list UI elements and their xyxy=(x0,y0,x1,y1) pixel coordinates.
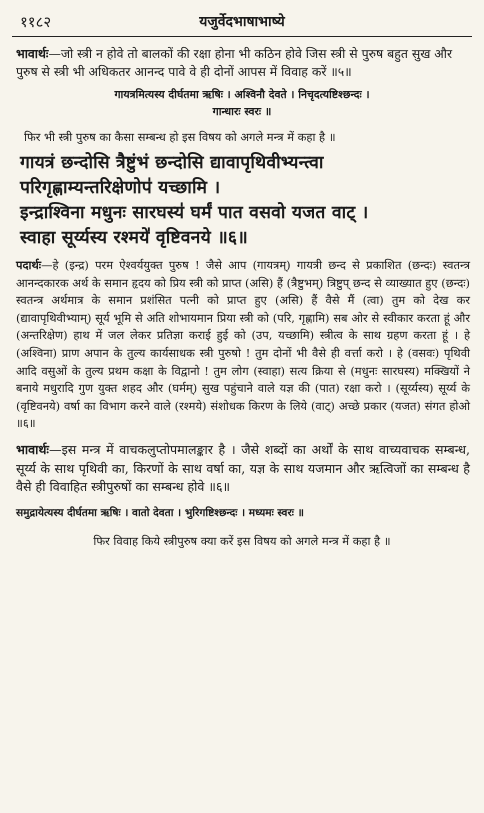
padartha-paragraph xyxy=(12,257,472,433)
rishi-devata-line-next: समुद्रायेत्यस्य दीर्घतमा ऋषिः । वातो देवता । भुरिगष्टिश्छन्दः । मध्यमः स्वरः ॥ xyxy=(16,506,304,519)
bhavartha-label: भावार्थः xyxy=(16,441,49,457)
bhavartha-text: —इस मन्त्र में वाचकलुप्तोपमालङ्कार है । जैसे शब्दों का अर्थों के साथ वाच्यवाचक सम्बन्ध, सूर्य्य के साथ पृथिवी का, किरणों के साथ वर्षा का, यज्ञ के साथ यजमान और ऋत्विजों का सम्बन्ध है वैसे ही विवाहित स्त्रीपुरुषों का सम्बन्ध होवे ॥६॥ xyxy=(16,441,470,495)
running-title: यजुर्वेदभाषाभाष्ये xyxy=(199,14,285,30)
page-number: ११८२ xyxy=(20,13,52,31)
mantra-verse xyxy=(12,151,472,251)
mantra-line: गायत्रं छन्दोसि त्रैष्टुंभं छन्दोसि द्यावापृथिवीभ्यन्त्वा xyxy=(20,153,324,173)
padartha-text: —हे (इन्द्र) परम ऐश्वर्ययुक्त पुरुष ! जैसे आप (गायत्रम्) गायत्री छन्द से प्रकाशित (छन्दः) स्वतन्त्र आनन्दकारक अर्थ के समान हृदय को प्रिय स्त्री को प्राप्त (असि) हैं (त्रैष्टुभम्) त्रिष्टुप् छन्द से व्याख्यात हुए (छन्दः) स्वतन्त्र अर्थमात्र के समान प्रशंसित पत्नी को प्राप्त हुए (असि) हैं वैसे मैं (त्वा) तुम को देख कर (द्यावापृथिवीभ्याम्) सूर्य भूमि से अति शोभायमान प्रिया स्त्री को (परि, गृह्णामि) सब ओर से स्वीकार करता हूं और (अन्तरिक्षेण) हाथ में जल लेकर प्रतिज्ञा कराई हुई को (उप, यच्छामि) स्त्रीत्व के साथ ग्रहण करता हूं । हे (अश्विना) प्राण अपान के तुल्य कार्यसाधक स्त्री पुरुषो ! तुम दोनों भी वैसे ही वर्त्ता करो । हे (वसवः) पृथिवी आदि वसुओं के तुल्य प्रथम कक्षा के विद्वानो ! तुम लोग (स्वाहा) सत्य क्रिया से (मधुनः सारघस्य) मक्खियों ने बनाये मधुरादि गुण युक्त शहद और (घर्मम्) सुख पहुंचाने वाले यज्ञ की (पात) रक्षा करो । (सूर्य्यस्य) सूर्य्य के (वृष्टिवनये) वर्षा का विभाग करने वाले (रश्मये) संशोधक किरण के लिये (वाट्) अच्छे प्रकार (यजत) संगत होओ ॥६॥ xyxy=(16,258,470,431)
bhavartha-paragraph-1 xyxy=(12,45,472,81)
bhavartha-paragraph-2 xyxy=(12,441,472,497)
padartha-label: पदार्थः xyxy=(16,258,42,272)
mantra-line: इन्द्राश्विना मधुनः सारघस्य॑ घर्मं पात वसवो यजत वाट् । xyxy=(20,203,369,223)
mantra-line: परिगृह्णाम्यन्तरिक्षेणोप॑ यच्छामि । xyxy=(20,178,221,198)
rishi-devata-line-2: गान्धारः स्वरः ॥ xyxy=(212,105,272,118)
page-header xyxy=(12,10,472,37)
bhavartha-label: भावार्थः xyxy=(16,46,49,61)
mantra-intro: फिर भी स्त्री पुरुष का कैसा सम्बन्ध हो इस विषय को अगले मन्त्र में कहा है ॥ xyxy=(24,130,336,144)
rishi-devata-line xyxy=(12,86,472,120)
next-mantra-intro: फिर विवाह किये स्त्रीपुरुष क्या करें इस विषय को अगले मन्त्र में कहा है ॥ xyxy=(93,533,391,548)
rishi-devata-line-1: गायत्रमित्यस्य दीर्घतमा ऋषिः । अश्विनौ देवते । निचृदत्यष्टिश्छन्दः । xyxy=(114,88,370,101)
mantra-line: स्वाहा सूर्य्यस्य रश्मये॑ वृष्टिवनये ॥६॥ xyxy=(20,228,248,248)
bhavartha-text: —जो स्त्री न होवे तो बालकों की रक्षा होना भी कठिन होवे जिस स्त्री से पुरुष बहुत सुख और पुरुष से स्त्री भी अधिकतर आनन्द पावे वे ही दोनों आपस में विवाह करें ॥५॥ xyxy=(16,46,453,79)
